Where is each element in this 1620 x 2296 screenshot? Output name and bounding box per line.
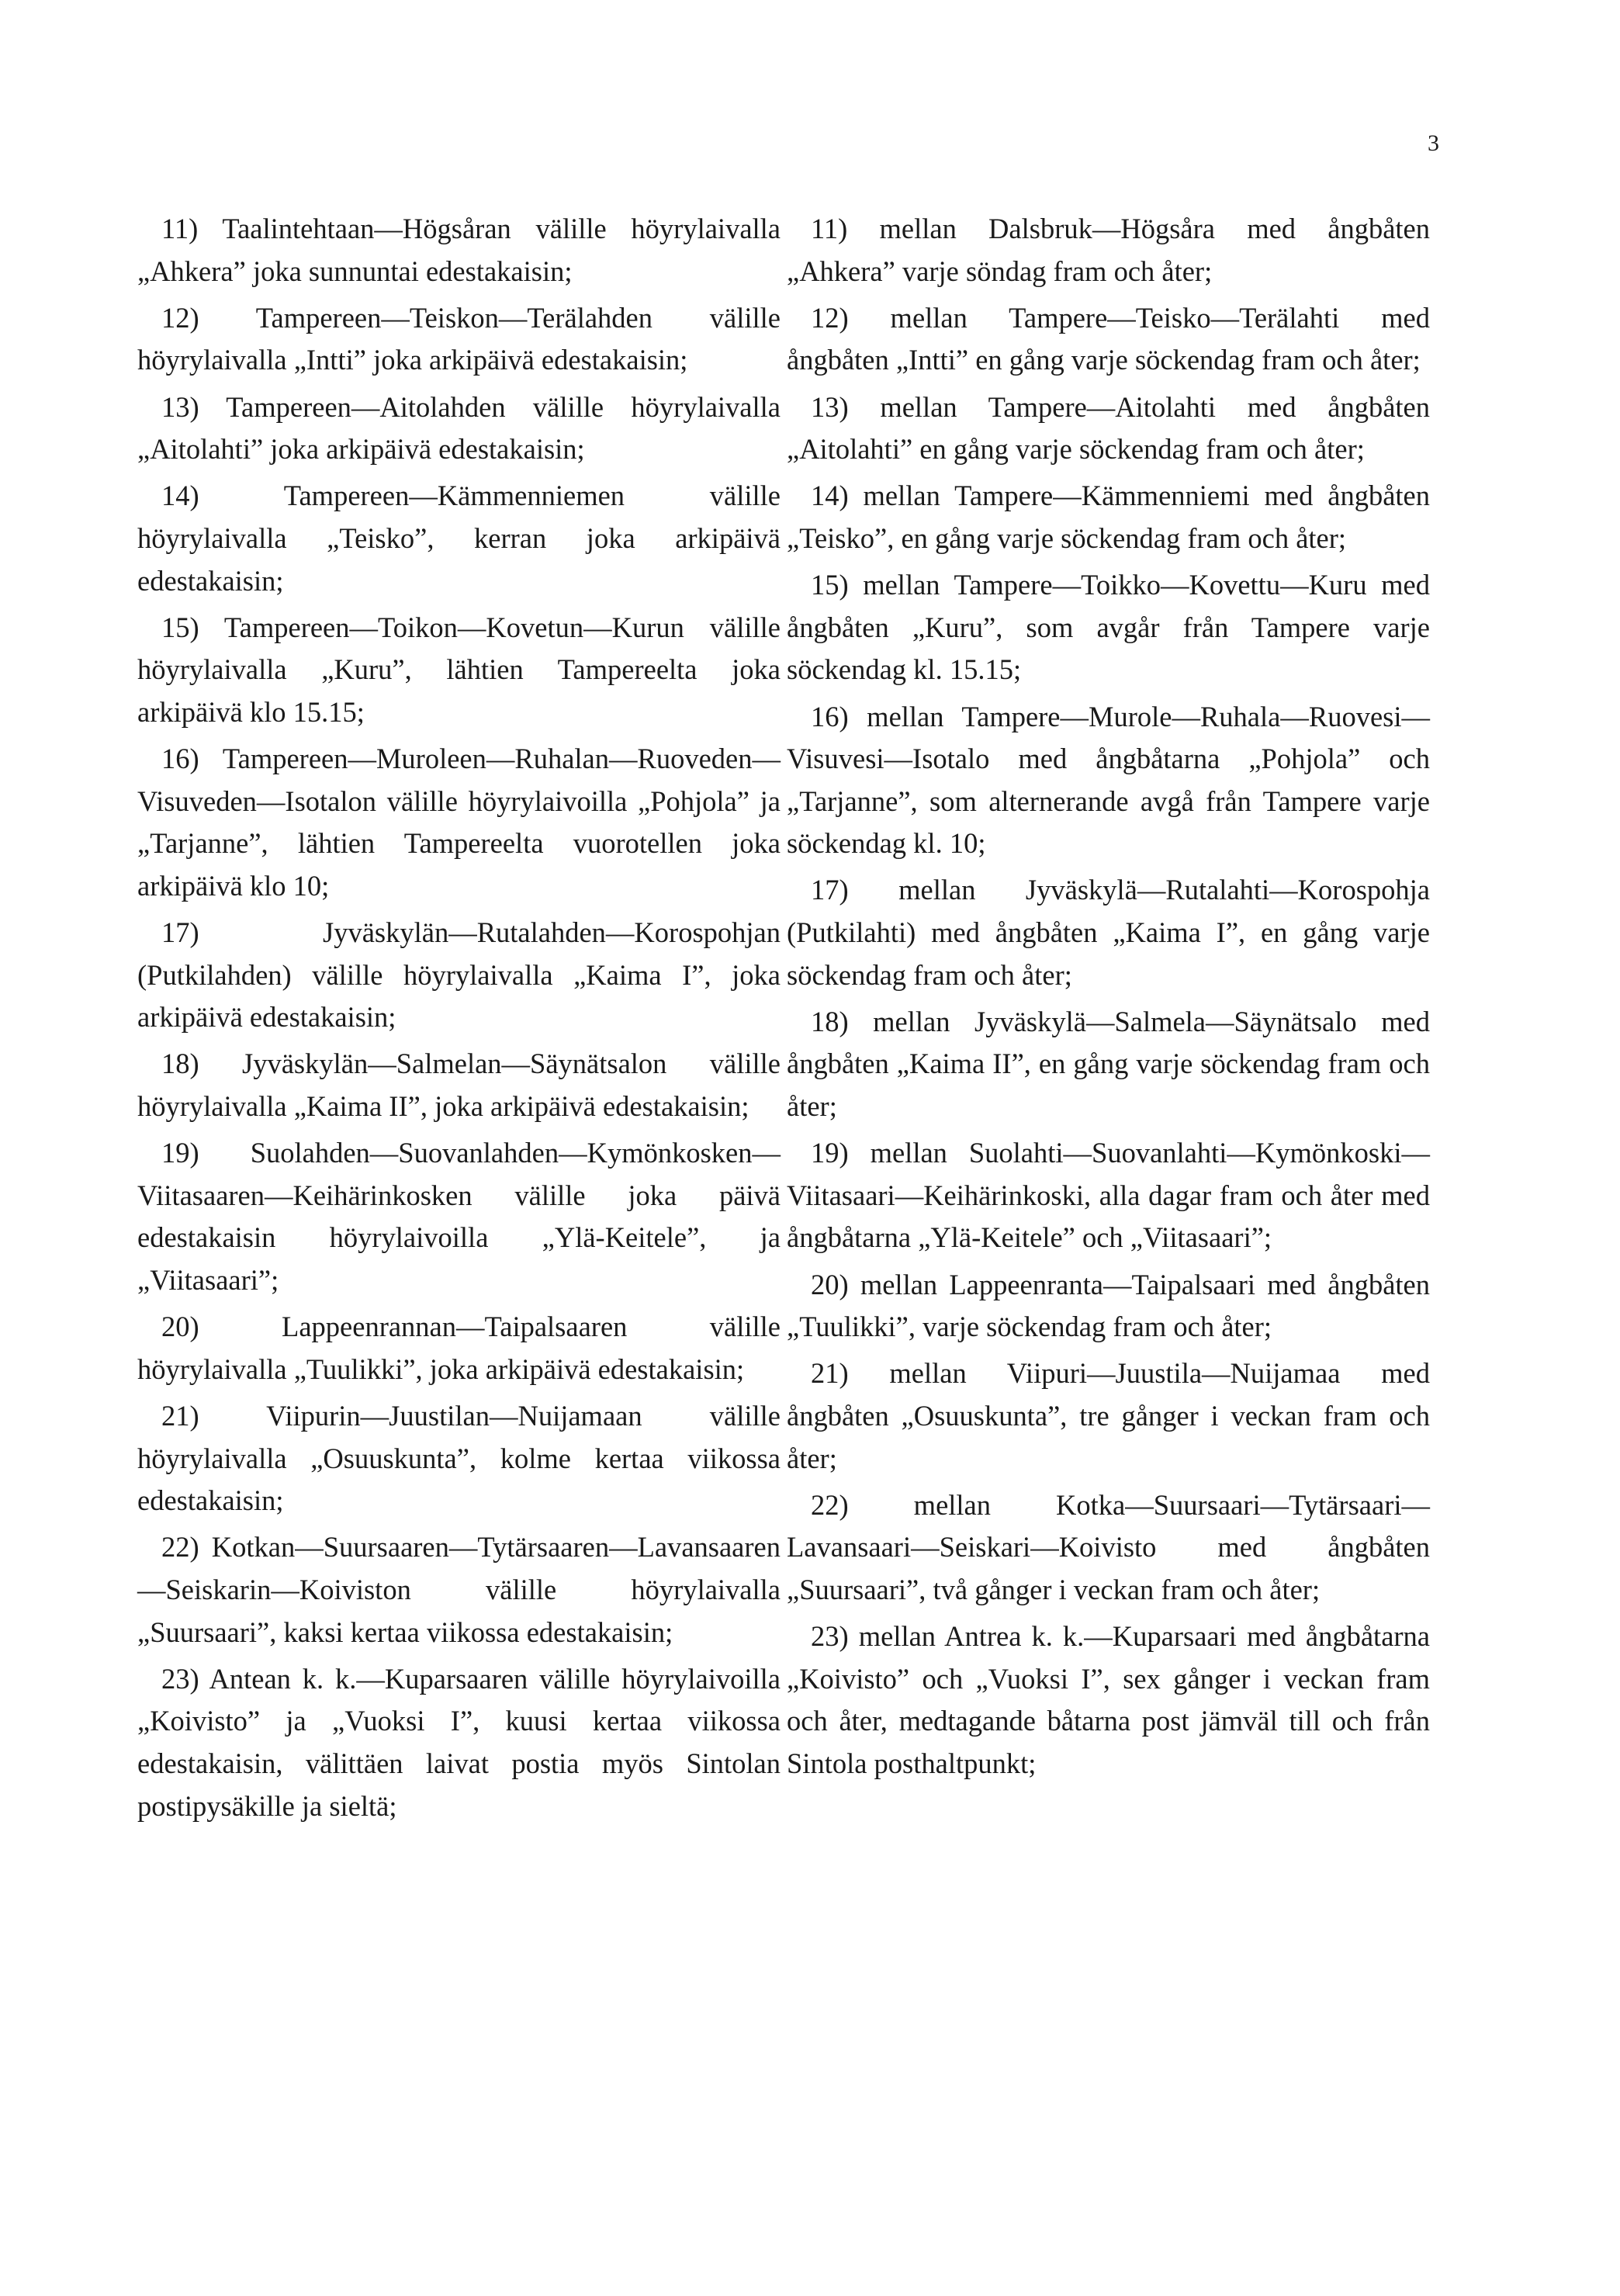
finnish-entry-19: 19) Suolahden—Suovanlahden—Kymönkosken—Viitasaaren—Keihärinkosken välille joka päivä edestakaisin höyrylaivoilla „Ylä-Keitele”, ja „Viitasaari”; [137, 1137, 781, 1296]
swedish-entry-21: 21) mellan Viipuri—Juustila—Nuijamaa med ångbåten „Osuuskunta”, tre gånger i veckan fram och åter; [787, 1357, 1430, 1474]
finnish-entry-17: 17) Jyväskylän—Rutalahden—Korospohjan (Putkilahden) välille höyrylaivalla „Kaima I”, joka arkipäivä edestakaisin; [137, 916, 781, 1034]
page-number: 3 [1428, 130, 1440, 156]
swedish-entry-23: 23) mellan Antrea k. k.—Kuparsaari med ångbåtarna „Koivisto” och „Vuoksi I”, sex gånger i veckan fram och åter, medtagande båtarna post jämväl till och från Sintola posthaltpunkt; [787, 1620, 1430, 1779]
swedish-entry-19: 19) mellan Suolahti—Suovanlahti—Kymönkoski—Viitasaari—Keihärinkoski, alla dagar fram och åter med ångbåtarna „Ylä-Keitele” och „Viitasaari”; [787, 1137, 1430, 1254]
swedish-entry-11: 11) mellan Dalsbruk—Högsåra med ångbåten „Ahkera” varje söndag fram och åter; [787, 213, 1430, 287]
swedish-entry-14: 14) mellan Tampere—Kämmenniemi med ångbåten „Teisko”, en gång varje söckendag fram och åter; [787, 480, 1430, 554]
finnish-entry-16: 16) Tampereen—Muroleen—Ruhalan—Ruoveden—Visuveden—Isotalon välille höyrylaivoilla „Pohjola” ja „Tarjanne”, lähtien Tampereelta vuorotellen joka arkipäivä klo 10; [137, 743, 781, 902]
finnish-entry-11: 11) Taalintehtaan—Högsåran välille höyrylaivalla „Ahkera” joka sunnuntai edestakaisin; [137, 213, 781, 287]
swedish-entry-20: 20) mellan Lappeenranta—Taipalsaari med ångbåten „Tuulikki”, varje söckendag fram och åter; [787, 1268, 1430, 1343]
swedish-entry-18: 18) mellan Jyväskylä—Salmela—Säynätsalo med ångbåten „Kaima II”, en gång varje söckendag fram och åter; [787, 1005, 1430, 1123]
finnish-entry-23: 23) Antean k. k.—Kuparsaaren välille höyrylaivoilla „Koivisto” ja „Vuoksi I”, kuusi kertaa viikossa edestakaisin, välittäen laivat postia myös Sintolan postipysäkille ja sieltä; [137, 1662, 781, 1822]
swedish-entry-22: 22) mellan Kotka—Suursaari—Tytärsaari—Lavansaari—Seiskari—Koivisto med ångbåten „Suursaari”, två gånger i veckan fram och åter; [787, 1488, 1430, 1605]
finnish-entry-20: 20) Lappeenrannan—Taipalsaaren välille höyrylaivalla „Tuulikki”, joka arkipäivä edestakaisin; [137, 1311, 781, 1385]
swedish-entry-13: 13) mellan Tampere—Aitolahti med ångbåten „Aitolahti” en gång varje söckendag fram och åter; [787, 390, 1430, 466]
finnish-entry-13: 13) Tampereen—Aitolahden välille höyrylaivalla „Aitolahti” joka arkipäivä edestakaisin; [137, 390, 781, 466]
swedish-entry-15: 15) mellan Tampere—Toikko—Kovettu—Kuru med ångbåten „Kuru”, som avgår från Tampere varje söckendag kl. 15.15; [787, 569, 1430, 686]
swedish-column [787, 208, 1430, 1789]
finnish-entry-15: 15) Tampereen—Toikon—Kovetun—Kurun välille höyrylaivalla „Kuru”, lähtien Tampereelta joka arkipäivä klo 15.15; [137, 611, 781, 728]
finnish-column [137, 208, 781, 1832]
finnish-entry-12: 12) Tampereen—Teiskon—Terälahden välille höyrylaivalla „Intti” joka arkipäivä edestakaisin; [137, 301, 781, 376]
swedish-entry-12: 12) mellan Tampere—Teisko—Terälahti med ångbåten „Intti” en gång varje söckendag fram och åter; [787, 301, 1430, 376]
finnish-entry-21: 21) Viipurin—Juustilan—Nuijamaan välille höyrylaivalla „Osuuskunta”, kolme kertaa viikossa edestakaisin; [137, 1399, 781, 1517]
swedish-entry-16: 16) mellan Tampere—Murole—Ruhala—Ruovesi—Visuvesi—Isotalo med ångbåtarna „Pohjola” och „Tarjanne”, som alternerande avgå från Tampere varje söckendag kl. 10; [787, 700, 1430, 860]
swedish-entry-17: 17) mellan Jyväskylä—Rutalahti—Korospohja (Putkilahti) med ångbåten „Kaima I”, en gång varje söckendag fram och åter; [787, 874, 1430, 991]
finnish-entry-22: 22) Kotkan—Suursaaren—Tytärsaaren—Lavansaaren—Seiskarin—Koiviston välille höyrylaivalla „Suursaari”, kaksi kertaa viikossa edestakaisin; [137, 1531, 781, 1648]
finnish-entry-14: 14) Tampereen—Kämmenniemen välille höyrylaivalla „Teisko”, kerran joka arkipäivä edestakaisin; [137, 480, 781, 597]
finnish-entry-18: 18) Jyväskylän—Salmelan—Säynätsalon välille höyrylaivalla „Kaima II”, joka arkipäivä edestakaisin; [137, 1048, 781, 1123]
